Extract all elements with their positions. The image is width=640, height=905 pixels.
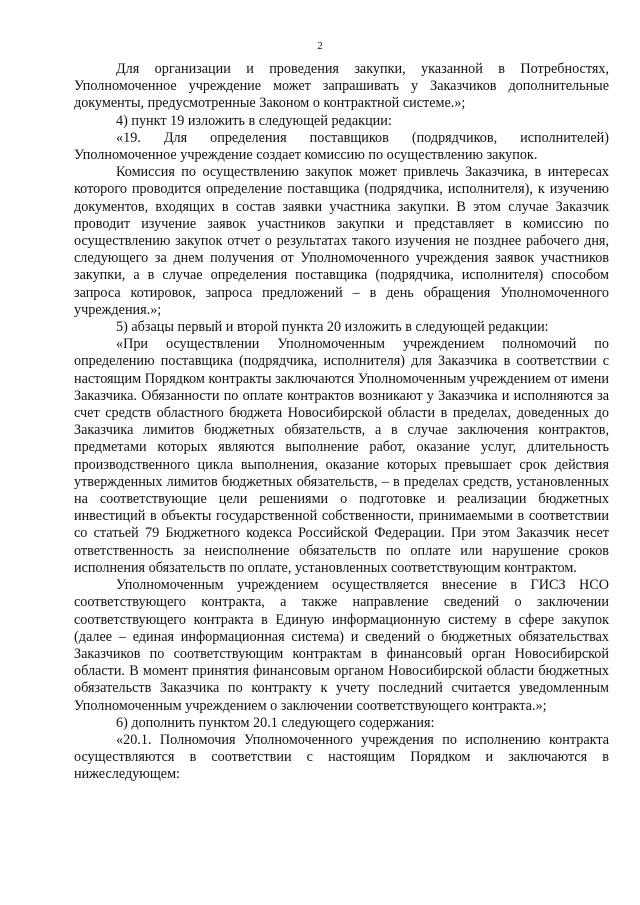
paragraph-item-5: 5) абзацы первый и второй пункта 20 изложить в следующей редакции:	[116, 319, 549, 336]
paragraph-item-6: 6) дополнить пунктом 20.1 следующего содержания:	[116, 714, 435, 731]
page-number: 2	[317, 40, 323, 52]
document-body	[74, 61, 609, 784]
paragraph-clause-20-1: «20.1. Полномочия Уполномоченного учреждения по исполнению контракта осуществляются в соответствии с настоящим Порядком и заключаются в нижеследующем:	[74, 731, 609, 783]
paragraph-commission: Комиссия по осуществлению закупок может привлечь Заказчика, в интересах которого проводится определение поставщика (подрядчика, исполнителя), к изучению документов, входящих в состав заявки участника закупки. В этом случае Заказчик проводит изучение заявок участников закупки и представляет в комиссию по осуществлению закупок отчет о результатах такого изучения не позднее рабочего дня, следующего за днем получения от Уполномоченного учреждения заявок участников закупки, а в случае определения поставщика (подрядчика, исполнителя) способом запроса котировок, запроса предложений – в день обращения Уполномоченного учреждения.»;	[74, 164, 609, 318]
paragraph-contracts-obligations: «При осуществлении Уполномоченным учреждением полномочий по определению поставщика (подрядчика, исполнителя) для Заказчика в соответствии с настоящим Порядком контракты заключаются Уполномоченным учреждением от имени Заказчика. Обязанности по оплате контрактов возникают у Заказчика и исполняются за счет средств областного бюджета Новосибирской области в пределах, доведенных до Заказчика лимитов бюджетных обязательств, а в случае заключения контрактов, предметами которых являются выполнение работ, оказание услуг, длительность производственного цикла выполнения, оказание которых превышает срок действия утвержденных лимитов бюджетных обязательств, – в пределах средств, установленных на соответствующие цели решениями о подготовке и реализации бюджетных инвестиций в объекты государственной собственности, принимаемыми в соответствии со статьей 79 Бюджетного кодекса Российской Федерации. При этом Заказчик несет ответственность за неисполнение обязательств по оплате или нарушение сроков исполнения обязательств по оплате, установленных соответствующим контрактом.	[74, 336, 609, 576]
paragraph-clause-19: «19. Для определения поставщиков (подрядчиков, исполнителей) Уполномоченное учреждение создает комиссию по осуществлению закупок.	[74, 129, 609, 164]
paragraph-gisz-registration: Уполномоченным учреждением осуществляется внесение в ГИСЗ НСО соответствующего контракта, а также направление сведений о заключении соответствующего контракта в Единую информационную систему в сфере закупок (далее – единая информационная система) и сведений о бюджетных обязательствах Заказчиков по соответствующим контрактам в финансовый орган Новосибирской области. В момент принятия финансовым органом Новосибирской области бюджетных обязательств Заказчика по контракту к учету последний считается уведомленным Уполномоченным учреждением о заключении соответствующего контракта.»;	[74, 577, 609, 714]
paragraph-procurement-documents: Для организации и проведения закупки, указанной в Потребностях, Уполномоченное учреждение может запрашивать у Заказчиков дополнительные документы, предусмотренные Законом о контрактной системе.»;	[74, 61, 609, 112]
paragraph-item-4: 4) пункт 19 изложить в следующей редакции:	[116, 112, 392, 129]
